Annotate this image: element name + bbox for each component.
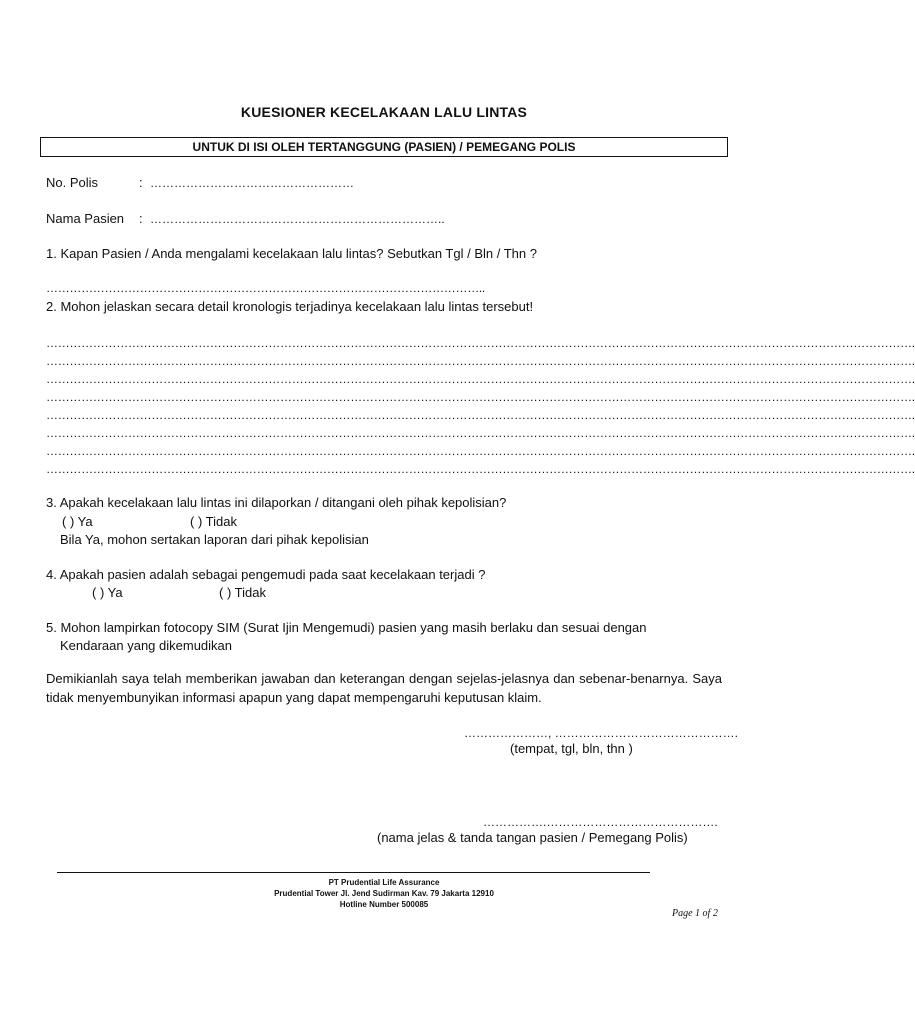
q3-option-ya[interactable]: ( ) Ya [62, 514, 93, 529]
question-2: 2. Mohon jelaskan secara detail kronologis terjadinya kecelakaan lalu lintas tersebut! [46, 299, 534, 314]
nama-pasien-label: Nama Pasien [46, 211, 125, 226]
question-5: 5. Mohon lampirkan fotocopy SIM (Surat Ijin Mengemudi) pasien yang masih berlaku dan sesuai dengan [46, 620, 647, 635]
place-date-field[interactable]: …………………, ………………………………………. [464, 726, 739, 740]
q4-option-ya[interactable]: ( ) Ya [92, 585, 123, 600]
q4-option-tidak[interactable]: ( ) Tidak [219, 585, 266, 600]
form-title: KUESIONER KECELAKAAN LALU LINTAS [240, 104, 528, 120]
footer-address: Prudential Tower Jl. Jend Sudirman Kav. 79 Jakarta 12910 [274, 889, 494, 898]
question-4: 4. Apakah pasien adalah sebagai pengemudi pada saat kecelakaan terjadi ? [46, 567, 486, 582]
answer-line[interactable]: ……………………………………………………………………………………………………………………………………………………………………………………………………. [46, 426, 915, 440]
q3-option-tidak[interactable]: ( ) Tidak [190, 514, 237, 529]
question-1: 1. Kapan Pasien / Anda mengalami kecelakaan lalu lintas? Sebutkan Tgl / Bln / Thn ? [46, 246, 537, 261]
signature-label: (nama jelas & tanda tangan pasien / Pemegang Polis) [377, 830, 688, 845]
footer-divider [57, 872, 650, 873]
answer-line[interactable]: ……………………………………………………………………………………………………………………………………………………………………………………………………. [46, 408, 915, 422]
polis-colon: : [139, 175, 143, 190]
polis-field[interactable]: …………………………………………… [150, 176, 354, 190]
place-date-label: (tempat, tgl, bln, thn ) [510, 741, 633, 756]
question-5-cont: Kendaraan yang dikemudikan [60, 638, 233, 653]
answer-line[interactable]: ……………………………………………………………………………………………………………………………………………………………………………………………………. [46, 372, 915, 386]
q3-note: Bila Ya, mohon sertakan laporan dari pihak kepolisian [60, 532, 369, 547]
nama-pasien-field[interactable]: ……………………………………………………………….. [150, 212, 445, 226]
answer-line[interactable]: ……………………………………………………………………………………………………………………………………………………………………………………………………. [46, 354, 915, 368]
answer-line[interactable]: ……………………………………………………………………………………………………………………………………………………………………………………………………. [46, 462, 915, 476]
answer-line[interactable]: ……………………………………………………………………………………………………………………………………………………………………………………………………. [46, 444, 915, 458]
answer-line[interactable]: ……………………………………………………………………………………………………………………………………………………………………………………………………. [46, 336, 915, 350]
page-number: Page 1 of 2 [672, 908, 718, 919]
footer-hotline: Hotline Number 500085 [339, 900, 429, 909]
question-3: 3. Apakah kecelakaan lalu lintas ini dilaporkan / ditangani oleh pihak kepolisian? [46, 495, 507, 510]
footer-company: PT Prudential Life Assurance [328, 878, 440, 887]
signature-field[interactable]: …………….……………………………………. [483, 815, 718, 829]
nama-pasien-colon: : [139, 211, 143, 226]
answer-line[interactable]: ……………………………………………………………………………………………………………………………………………………………………………………………………. [46, 390, 915, 404]
polis-label: No. Polis [46, 175, 99, 190]
form-subtitle-box: UNTUK DI ISI OLEH TERTANGGUNG (PASIEN) / PEMEGANG POLIS [40, 137, 728, 157]
question-1-answer[interactable]: ………………………………………………………………………………………………….. [46, 281, 485, 295]
declaration-text: Demikianlah saya telah memberikan jawaban dan keterangan dengan sejelas-jelasnya dan sebenar-benarnya. Saya tidak menyembunyikan informasi apapun yang dapat mempengaruhi keputusan klaim. [46, 671, 722, 705]
